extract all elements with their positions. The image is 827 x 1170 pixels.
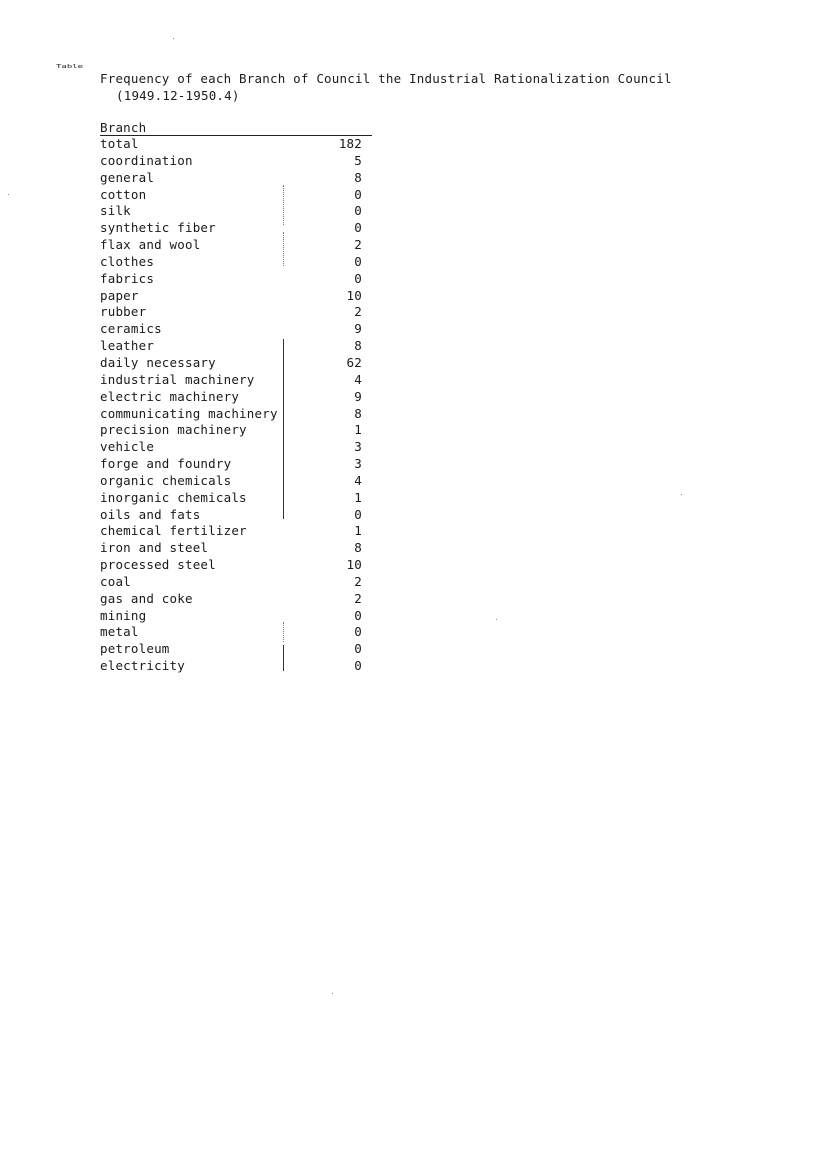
branch-name: vehicle xyxy=(100,439,155,455)
table-row xyxy=(100,473,372,490)
column-header-branch: Branch xyxy=(100,120,147,135)
table-row xyxy=(100,321,372,338)
frequency-value: 2 xyxy=(354,304,362,320)
branch-name: mining xyxy=(100,607,147,623)
table-row xyxy=(100,220,372,237)
branch-name: cotton xyxy=(100,186,147,202)
branch-name: iron and steel xyxy=(100,540,209,556)
frequency-value: 0 xyxy=(354,220,362,236)
table-title xyxy=(100,70,672,104)
table-header xyxy=(100,121,372,136)
branch-name: synthetic fiber xyxy=(100,220,216,236)
scan-vertical-rule xyxy=(283,645,284,671)
frequency-value: 8 xyxy=(354,169,362,185)
table-row xyxy=(100,456,372,473)
frequency-value: 1 xyxy=(354,523,362,539)
table-row xyxy=(100,406,372,423)
title-date-range: (1949.12-1950.4) xyxy=(116,88,240,103)
frequency-value: 0 xyxy=(354,253,362,269)
frequency-value: 9 xyxy=(354,388,362,404)
table-row xyxy=(100,338,372,355)
branch-name: forge and foundry xyxy=(100,456,232,472)
branch-name: flax and wool xyxy=(100,237,201,253)
frequency-value: 0 xyxy=(354,186,362,202)
branch-name: communicating machinery xyxy=(100,405,278,421)
table-row xyxy=(100,608,372,625)
table-row xyxy=(100,271,372,288)
table-row xyxy=(100,389,372,406)
frequency-value: 62 xyxy=(346,354,362,370)
table-row xyxy=(100,203,372,220)
table-row xyxy=(100,523,372,540)
frequency-value: 8 xyxy=(354,540,362,556)
frequency-value: 0 xyxy=(354,607,362,623)
branch-name: clothes xyxy=(100,253,155,269)
table-row xyxy=(100,170,372,187)
scan-speck xyxy=(173,38,174,39)
frequency-value: 9 xyxy=(354,321,362,337)
table-row xyxy=(100,624,372,641)
branch-name: total xyxy=(100,136,139,151)
table-row xyxy=(100,439,372,456)
table-row xyxy=(100,187,372,204)
table-row xyxy=(100,372,372,389)
scan-speck xyxy=(332,993,333,994)
branch-name: rubber xyxy=(100,304,147,320)
scan-dotted-mark xyxy=(283,185,284,225)
scan-speck xyxy=(681,494,682,495)
frequency-value: 10 xyxy=(346,287,362,303)
table-row xyxy=(100,557,372,574)
frequency-value: 0 xyxy=(354,624,362,640)
frequency-value: 0 xyxy=(354,270,362,286)
table-row xyxy=(100,288,372,305)
frequency-value: 182 xyxy=(338,136,362,151)
branch-name: industrial machinery xyxy=(100,371,255,387)
frequency-value: 2 xyxy=(354,590,362,606)
frequency-value: 4 xyxy=(354,371,362,387)
frequency-value: 3 xyxy=(354,456,362,472)
table-row xyxy=(100,574,372,591)
table-row xyxy=(100,490,372,507)
table-body xyxy=(100,136,372,675)
frequency-value: 0 xyxy=(354,658,362,674)
branch-name: ceramics xyxy=(100,321,162,337)
branch-name: general xyxy=(100,169,155,185)
table-label: Table xyxy=(56,64,84,70)
branch-name: coordination xyxy=(100,152,193,168)
scan-dotted-mark xyxy=(283,232,284,266)
branch-name: electricity xyxy=(100,658,185,674)
table-row xyxy=(100,237,372,254)
frequency-value: 0 xyxy=(354,506,362,522)
branch-name: fabrics xyxy=(100,270,155,286)
scan-speck xyxy=(8,194,9,195)
table-row xyxy=(100,658,372,675)
frequency-value: 8 xyxy=(354,405,362,421)
branch-name: gas and coke xyxy=(100,590,193,606)
frequency-value: 0 xyxy=(354,641,362,657)
table-row xyxy=(100,540,372,557)
branch-name: electric machinery xyxy=(100,388,240,404)
branch-name: organic chemicals xyxy=(100,472,232,488)
branch-name: daily necessary xyxy=(100,354,216,370)
frequency-table xyxy=(100,121,372,675)
branch-name: inorganic chemicals xyxy=(100,489,247,505)
frequency-value: 1 xyxy=(354,489,362,505)
branch-name: silk xyxy=(100,203,131,219)
frequency-value: 10 xyxy=(346,557,362,573)
branch-name: petroleum xyxy=(100,641,170,657)
table-row xyxy=(100,591,372,608)
scan-dotted-mark xyxy=(283,622,284,642)
table-row xyxy=(100,422,372,439)
table-row xyxy=(100,641,372,658)
frequency-value: 0 xyxy=(354,203,362,219)
branch-name: leather xyxy=(100,338,155,354)
frequency-value: 2 xyxy=(354,237,362,253)
frequency-value: 1 xyxy=(354,422,362,438)
branch-name: paper xyxy=(100,287,139,303)
frequency-value: 5 xyxy=(354,152,362,168)
table-row xyxy=(100,507,372,524)
title-line-1: Frequency of each Branch of Council the Industrial Rationalization Council xyxy=(100,71,672,86)
branch-name: chemical fertilizer xyxy=(100,523,247,539)
table-row xyxy=(100,136,372,153)
scan-speck xyxy=(496,619,497,620)
branch-name: processed steel xyxy=(100,557,216,573)
branch-name: oils and fats xyxy=(100,506,201,522)
branch-name: coal xyxy=(100,573,131,589)
branch-name: metal xyxy=(100,624,139,640)
frequency-value: 8 xyxy=(354,338,362,354)
table-row xyxy=(100,254,372,271)
table-row xyxy=(100,355,372,372)
table-row xyxy=(100,153,372,170)
table-row xyxy=(100,304,372,321)
frequency-value: 4 xyxy=(354,472,362,488)
scan-vertical-rule xyxy=(283,339,284,519)
frequency-value: 3 xyxy=(354,439,362,455)
frequency-value: 2 xyxy=(354,573,362,589)
branch-name: precision machinery xyxy=(100,422,247,438)
